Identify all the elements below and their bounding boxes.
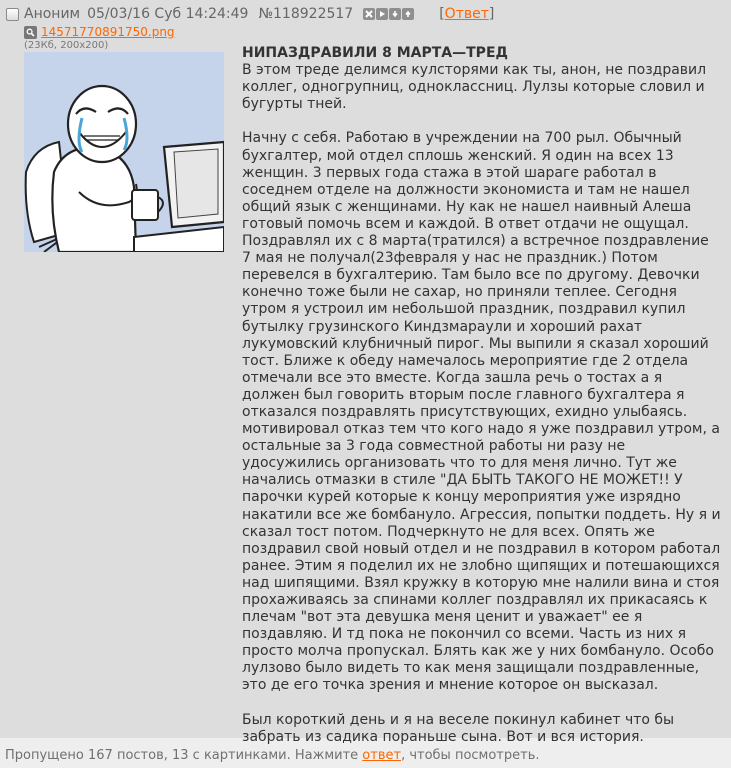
post-number[interactable]: №118922517 bbox=[258, 6, 354, 22]
reply-bracket: [Ответ] bbox=[439, 6, 495, 22]
post-image-thumbnail[interactable] bbox=[24, 52, 224, 252]
file-meta: (23Кб, 200x200) bbox=[24, 40, 109, 51]
post-subject: НИПАЗДРАВИЛИ 8 МАРТА—ТРЕД bbox=[242, 45, 508, 61]
post-header bbox=[6, 4, 494, 24]
post-text: В этом треде делимся кулсторями как ты, анон, не поздравил коллег, одногрупниц, одноклассниц. Лулзы которые словил и бугурты тней. Начну с себя. Работаю в учреждении на 700 рыл. Обычный бухгалтер, мой отдел сплошь женский. Я один на всех 13 женщин. 3 первых года стажа в этой шараге работал в соседнем отделе на должности экономиста и там не нашел общий язык с женщинами. Ну как не нашел наивный Алеша готовый помочь всем и каждой. В ответ отдачи не ощущал. Поздравлял их с 8 марта(тратился) а встречное поздравление 7 мая не получал(23февраля у нас не праздник.) Потом перевелся в бухгалтерию. Там было все по другому. Девочки конечно тоже были не сахар, но приняли теплее. Сегодня утром я устроил им небольшой праздник, поздравил купил бутылку грузинского Киндзмараули и хороший рахат лукумовский клубничный пирог. Мы выпили я сказал хороший тост. Ближе к обеду намечалось мероприятие где 2 отдела отмечали все это вместе. Когда зашла речь о тостах а я должен был говорить вторым после главного бухгалтера я отказался поздравлять присутствующих, ехидно улыбаясь. мотивировал отказ тем что кого надо я уже поздравил утром, а остальные за 3 года совместной работы ни разу не удосужились организовать что то для меня лично. Тут же начались отмазки в стиле "ДА БЫТЬ ТАКОГО НЕ МОЖЕТ!! У парочки курей которые к концу мероприятия уже изрядно накатили все же бомбануло. Агрессия, попытки поддеть. Ну я и сказал тост потом. Подчеркнуто не для всех. Опять же поздравил свой новый отдел и не поздравил в котором работал ранее. Этим я поделил их не злобно щипящих и потешающихся над шипящими. Взял кружку в которую мне налили вина и стоя прохаживаясь за спинами коллег поздравлял их прикасаясь к плечам "вот эта девушка меня ценит и уважает" ее я поздавляю. И тд пока не покончил со всеми. Часть из них я просто молча пропускал. Блять как же у них бомбануло. Особо лулзово было видеть то как меня защищали поздравленные, это де его точка зрения и мнение которое он высказал. Был короткий день и я на веселе покинул кабинет что бы забрать из садика пораньше сына. Вот и вся история. bbox=[242, 62, 721, 745]
reply-link[interactable]: Ответ bbox=[444, 6, 489, 22]
post-date: 05/03/16 Суб 14:24:49 bbox=[87, 6, 249, 22]
file-info bbox=[24, 25, 175, 51]
file-name-link[interactable]: 14571770891750.png bbox=[41, 25, 175, 39]
laughing-meme-face-icon bbox=[24, 52, 224, 252]
download-icon[interactable] bbox=[389, 8, 401, 20]
poster-name: Аноним bbox=[24, 6, 81, 22]
favorite-icon[interactable] bbox=[402, 8, 414, 20]
select-checkbox[interactable] bbox=[6, 8, 19, 21]
hide-icon[interactable] bbox=[363, 8, 375, 20]
omitted-reply-link[interactable]: ответ bbox=[362, 748, 402, 763]
play-icon[interactable] bbox=[376, 8, 388, 20]
post-message bbox=[242, 45, 722, 746]
omitted-posts-notice: Пропущено 167 постов, 13 с картинками. Нажмите ответ, чтобы посмотреть. bbox=[5, 748, 540, 763]
magnifier-icon[interactable] bbox=[24, 26, 37, 39]
